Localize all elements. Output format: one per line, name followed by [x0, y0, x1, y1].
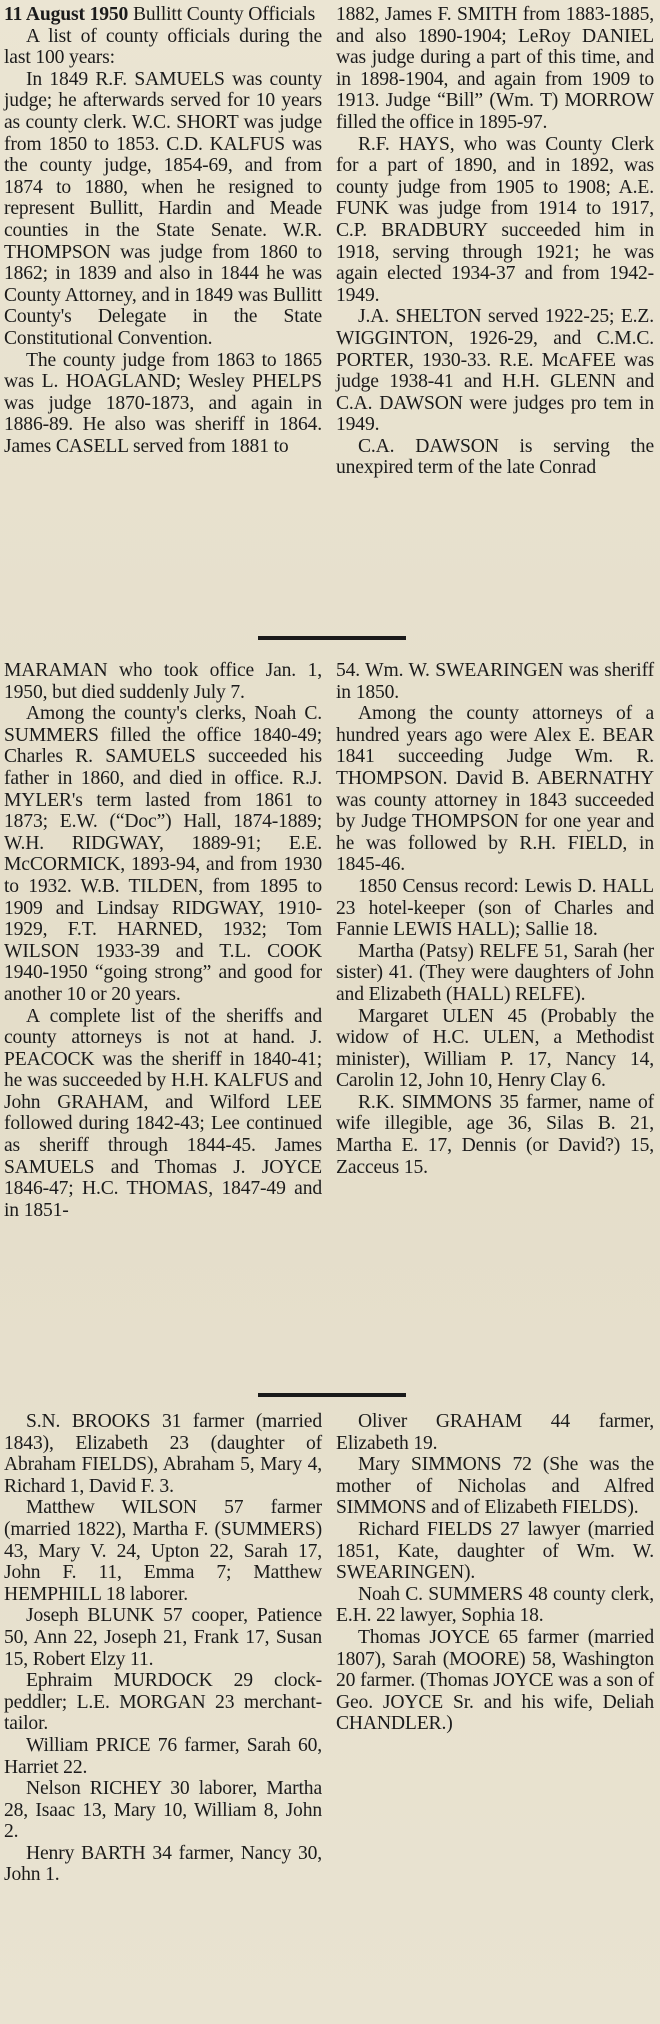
paragraph: A list of county officials during the last 100 years:: [4, 25, 322, 69]
paragraph: Margaret ULEN 45 (Probably the widow of H.C. ULEN, a Methodist minister), William P. 17, Nancy 14, Carolin 12, John 10, Henry Clay 6.: [336, 1005, 654, 1092]
census-entry: Mary SIMMONS 72 (She was the mother of Nicholas and Alfred SIMMONS and of Elizabeth FIELDS).: [336, 1454, 654, 1519]
article-date: 11 August 1950: [4, 4, 129, 25]
census-entry: William PRICE 76 farmer, Sarah 60, Harriet 22.: [4, 1734, 322, 1778]
section-2-right-column: [336, 660, 654, 1221]
paragraph: Martha (Patsy) RELFE 51, Sarah (her sister) 41. (They were daughters of John and Elizabeth (HALL) RELFE).: [336, 940, 654, 1005]
section-2-left-column: [4, 660, 322, 1221]
section-2: [4, 660, 656, 1221]
section-divider: [258, 1393, 406, 1397]
article-title: Bullitt County Officials: [128, 4, 316, 25]
paragraph: A complete list of the sheriffs and county attorneys is not at hand. J. PEACOCK was the sheriff in 1840-41; he was succeeded by H.H. KALFUS and John GRAHAM, and Wilford LEE followed during 1842-43; Lee continued as sheriff through 1844-45. James SAMUELS and Thomas J. JOYCE 1846-47; H.C. THOMAS, 1847-49 and in 1851-: [4, 1005, 322, 1221]
census-entry: S.N. BROOKS 31 farmer (married 1843), Elizabeth 23 (daughter of Abraham FIELDS), Abraham 5, Mary 4, Richard 1, David F. 3.: [4, 1411, 322, 1497]
paragraph: In 1849 R.F. SAMUELS was county judge; he afterwards served for 10 years as county clerk. W.C. SHORT was judge from 1850 to 1853. C.D. KALFUS was the county judge, 1854-69, and from 1874 to 1880, when he resigned to represent Bullitt, Hardin and Meade counties in the State Senate. W.R. THOMPSON was judge from 1860 to 1862; in 1839 and also in 1844 he was County Attorney, and in 1849 was Bullitt County's Delegate in the State Constitutional Convention.: [4, 68, 322, 349]
paragraph: R.F. HAYS, who was County Clerk for a part of 1890, and in 1892, was county judge from 1905 to 1908; A.E. FUNK was judge from 1914 to 1917, C.P. BRADBURY succeeded him in 1918, serving through 1921; he was again elected 1934-37 and from 1942-1949.: [336, 133, 654, 306]
section-1-right-column: [336, 4, 654, 479]
paragraph: 1850 Census record: Lewis D. HALL 23 hotel-keeper (son of Charles and Fannie LEWIS HALL); Sallie 18.: [336, 875, 654, 941]
section-3-right-column: [336, 1411, 654, 1886]
section-1-left-column: [4, 4, 322, 479]
paragraph: R.K. SIMMONS 35 farmer, name of wife illegible, age 36, Silas B. 21, Martha E. 17, Dennis (or David?) 15, Zacceus 15.: [336, 1091, 654, 1178]
paragraph: J.A. SHELTON served 1922-25; E.Z. WIGGINTON, 1926-29, and C.M.C. PORTER, 1930-33. R.E. McAFEE was judge 1938-41 and H.H. GLENN and C.A. DAWSON were judges pro tem in 1949.: [336, 306, 654, 436]
paragraph-continued: MARAMAN who took office Jan. 1, 1950, but died suddenly July 7.: [4, 660, 322, 703]
census-entry: Noah C. SUMMERS 48 county clerk, E.H. 22 lawyer, Sophia 18.: [336, 1583, 654, 1627]
paragraph: Among the county attorneys of a hundred years ago were Alex E. BEAR 1841 succeeding Judge Wm. R. THOMPSON. David B. ABERNATHY was county attorney in 1843 succeeded by Judge THOMPSON for one year and he was followed by R.H. FIELD, in 1845-46.: [336, 703, 654, 876]
census-entry: Nelson RICHEY 30 laborer, Martha 28, Isaac 13, Mary 10, William 8, John 2.: [4, 1778, 322, 1843]
article-header: [4, 4, 322, 26]
section-3: [4, 1411, 656, 1886]
section-divider: [258, 636, 406, 640]
census-entry: Ephraim MURDOCK 29 clock-peddler; L.E. MORGAN 23 merchant-tailor.: [4, 1670, 322, 1735]
census-entry: Henry BARTH 34 farmer, Nancy 30, John 1.: [4, 1842, 322, 1886]
section-3-left-column: [4, 1411, 322, 1886]
census-entry: Thomas JOYCE 65 farmer (married 1807), Sarah (MOORE) 58, Washington 20 farmer. (Thomas JOYCE was a son of Geo. JOYCE Sr. and his wife, Deliah CHANDLER.): [336, 1626, 654, 1735]
census-entry: Richard FIELDS 27 lawyer (married 1851, Kate, daughter of Wm. W. SWEARINGEN).: [336, 1518, 654, 1584]
paragraph-continued: 54. Wm. W. SWEARINGEN was sheriff in 1850.: [336, 660, 654, 703]
paragraph: Among the county's clerks, Noah C. SUMMERS filled the office 1840-49; Charles R. SAMUELS succeeded his father in 1860, and died in office. R.J. MYLER's term lasted from 1861 to 1873; E.W. (“Doc”) Hall, 1874-1889; W.H. RIDGWAY, 1889-91; E.E. McCORMICK, 1893-94, and from 1930 to 1932. W.B. TILDEN, from 1895 to 1909 and Lindsay RIDGWAY, 1910-1929, F.T. HARNED, 1932; Tom WILSON 1933-39 and T.L. COOK 1940-1950 “going strong” and good for another 10 or 20 years.: [4, 703, 322, 1005]
paragraph: C.A. DAWSON is serving the unexpired term of the late Conrad: [336, 435, 654, 479]
paragraph-continued: 1882, James F. SMITH from 1883-1885, and also 1890-1904; LeRoy DANIEL was judge during a part of this time, and in 1898-1904, and again from 1909 to 1913. Judge “Bill” (Wm. T) MORROW filled the office in 1895-97.: [336, 4, 654, 133]
census-entry: Oliver GRAHAM 44 farmer, Elizabeth 19.: [336, 1411, 654, 1454]
paragraph: The county judge from 1863 to 1865 was L. HOAGLAND; Wesley PHELPS was judge 1870-1873, and again in 1886-89. He also was sheriff in 1864. James CASELL served from 1881 to: [4, 349, 322, 457]
section-1: [4, 4, 656, 479]
census-entry: Matthew WILSON 57 farmer (married 1822), Martha F. (SUMMERS) 43, Mary V. 24, Upton 22, Sarah 17, John F. 11, Emma 7; Matthew HEMPHILL 18 laborer.: [4, 1497, 322, 1605]
census-entry: Joseph BLUNK 57 cooper, Patience 50, Ann 22, Joseph 21, Frank 17, Susan 15, Robert Elzy 11.: [4, 1605, 322, 1670]
